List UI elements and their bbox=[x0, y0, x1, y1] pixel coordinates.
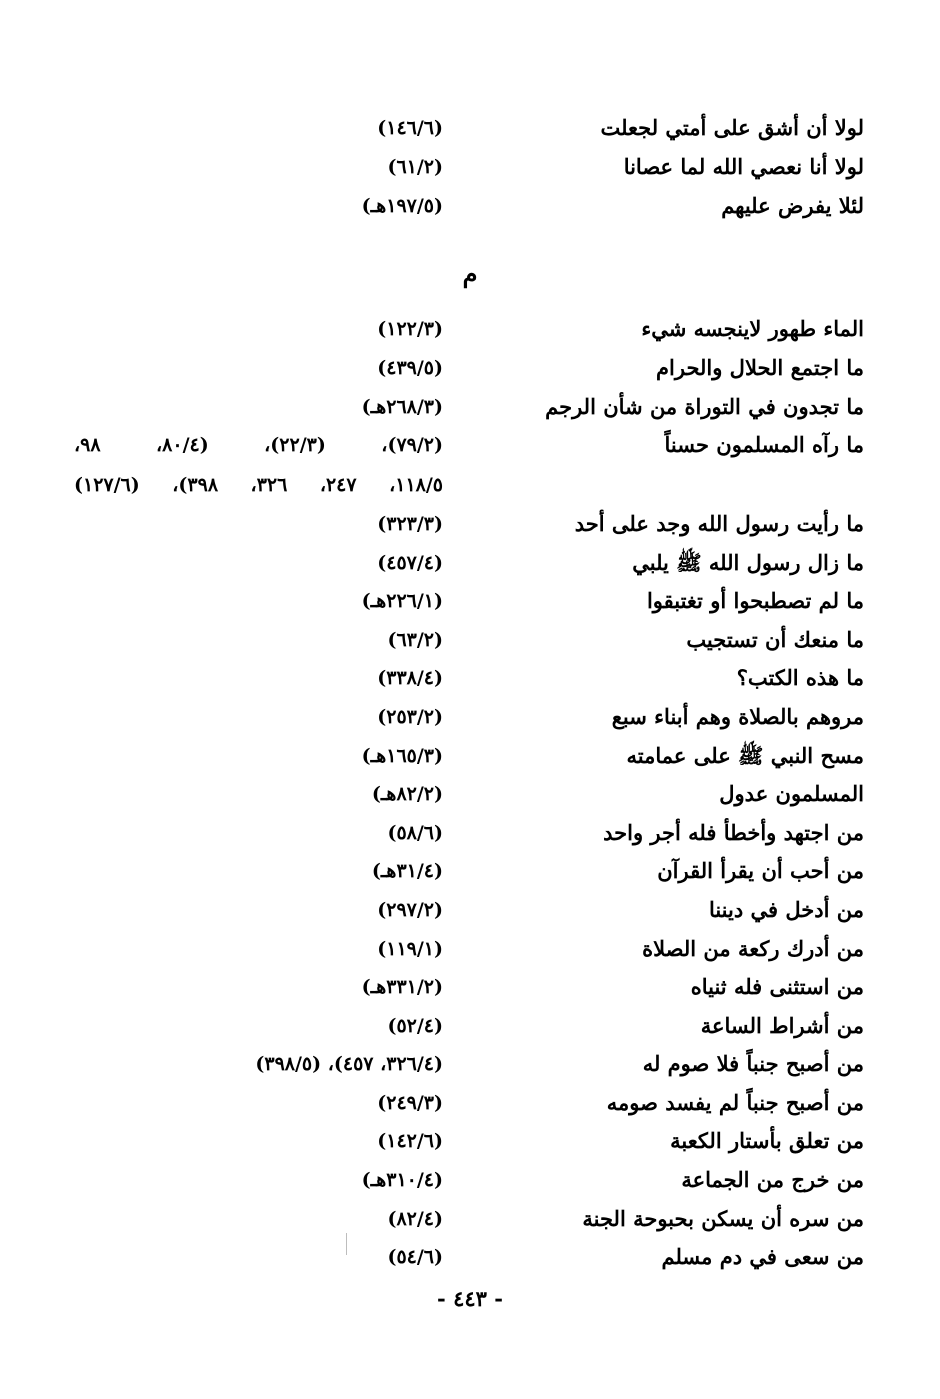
hadith-text: من أصبح جنباً لم يفسد صومه bbox=[606, 1090, 864, 1115]
list-item bbox=[0, 891, 940, 929]
hadith-reference: (١٤٦/٦) bbox=[377, 117, 443, 139]
list-item bbox=[0, 775, 940, 813]
hadith-reference: (١٤٢/٦) bbox=[377, 1130, 443, 1152]
hadith-reference: (٨٢/٢هـ) bbox=[371, 783, 443, 805]
hadith-text: المسلمون عدول bbox=[719, 781, 864, 806]
list-item bbox=[0, 388, 940, 426]
hadith-text: ما زال رسول الله ﷺ يلبي bbox=[632, 550, 864, 575]
hadith-reference: (٨٢/٤) bbox=[387, 1208, 443, 1230]
hadith-reference: (٥٤/٦) bbox=[387, 1246, 443, 1268]
hadith-text: من سعى في دم مسلم bbox=[661, 1244, 864, 1269]
list-item bbox=[0, 930, 940, 968]
hadith-reference: (٣٣٨/٤) bbox=[377, 667, 443, 689]
list-item bbox=[0, 1084, 940, 1122]
hadith-text: من أدرك ركعة من الصلاة bbox=[642, 936, 864, 961]
list-item bbox=[0, 187, 940, 225]
hadith-text: ما رآه المسلمون حسناً bbox=[664, 432, 864, 457]
list-item bbox=[0, 852, 940, 890]
hadith-text: من تعلق بأستار الكعبة bbox=[670, 1128, 864, 1153]
list-item bbox=[0, 1238, 940, 1276]
hadith-reference: (٢٢٦/١هـ) bbox=[361, 590, 443, 612]
list-item bbox=[0, 109, 940, 147]
list-item bbox=[0, 505, 940, 543]
page-number: - ٤٤٣ - bbox=[437, 1286, 503, 1311]
hadith-reference: (٣٢٣/٣) bbox=[377, 513, 443, 535]
list-item bbox=[0, 349, 940, 387]
list-item bbox=[0, 814, 940, 852]
hadith-text: لئلا يفرض عليهم bbox=[721, 193, 864, 218]
hadith-text: من اجتهد وأخطأ فله أجر واحد bbox=[603, 820, 864, 845]
hadith-reference: (١٢٢/٣) bbox=[377, 318, 443, 340]
hadith-reference: (٦٣/٢) bbox=[387, 629, 443, 651]
hadith-text: من أشراط الساعة bbox=[700, 1013, 864, 1038]
list-item bbox=[0, 544, 940, 582]
hadith-reference: (٤٥٧/٤) bbox=[377, 552, 443, 574]
list-item bbox=[0, 698, 940, 736]
scan-artifact bbox=[346, 1233, 347, 1255]
list-item bbox=[0, 426, 940, 464]
hadith-reference: (١٦٥/٣هـ) bbox=[361, 745, 443, 767]
reference-continuation bbox=[0, 466, 940, 504]
hadith-text: ما منعك أن تستجيب bbox=[686, 627, 864, 652]
list-item bbox=[0, 148, 940, 186]
hadith-text: من أدخل في ديننا bbox=[708, 897, 864, 922]
list-item bbox=[0, 621, 940, 659]
hadith-reference-continued: ١١٨/٥، ٢٤٧، ٣٢٦، ٣٩٨)، (١٢٧/٦) bbox=[74, 474, 444, 496]
hadith-reference: (٢٤٩/٣) bbox=[377, 1092, 443, 1114]
hadith-text: من أصبح جنباً فلا صوم له bbox=[642, 1051, 864, 1076]
hadith-reference: (٢٦٨/٣هـ) bbox=[361, 396, 443, 418]
hadith-reference: (٣١٠/٤هـ) bbox=[361, 1169, 443, 1191]
hadith-reference: (٢٥٣/٢) bbox=[377, 706, 443, 728]
hadith-text: مسح النبي ﷺ على عمامته bbox=[626, 743, 864, 768]
hadith-text: من أحب أن يقرأ القرآن bbox=[657, 858, 864, 883]
list-item bbox=[0, 737, 940, 775]
hadith-reference: (٥٢/٤) bbox=[387, 1015, 443, 1037]
hadith-reference: (٧٩/٢)، (٢٢/٣)، (٨٠/٤، ٩٨، bbox=[74, 434, 443, 456]
list-item bbox=[0, 659, 940, 697]
list-item bbox=[0, 1200, 940, 1238]
hadith-reference: (١١٩/١) bbox=[377, 938, 443, 960]
list-item bbox=[0, 1045, 940, 1083]
hadith-reference: (٣١/٤هـ) bbox=[371, 860, 443, 882]
list-item bbox=[0, 1007, 940, 1045]
list-item bbox=[0, 310, 940, 348]
hadith-text: ما لم تصطبحوا أو تغتبقوا bbox=[646, 588, 864, 613]
list-item bbox=[0, 582, 940, 620]
hadith-text: لولا أن أشق على أمتي لجعلت bbox=[600, 115, 864, 140]
hadith-text: لولا أنا نعصي الله لما عصانا bbox=[623, 154, 864, 179]
hadith-text: ما تجدون في التوراة من شأن الرجم bbox=[545, 394, 864, 419]
hadith-text: من خرج من الجماعة bbox=[681, 1167, 864, 1192]
hadith-text: من استثنى فله ثنياه bbox=[690, 974, 864, 999]
hadith-reference: (٣٣١/٢هـ) bbox=[361, 976, 443, 998]
list-item bbox=[0, 1122, 940, 1160]
list-item bbox=[0, 968, 940, 1006]
hadith-text: مروهم بالصلاة وهم أبناء سبع bbox=[611, 704, 864, 729]
hadith-text: ما هذه الكتب؟ bbox=[736, 665, 864, 690]
hadith-text: ما اجتمع الحلال والحرام bbox=[656, 355, 864, 380]
hadith-reference: (٦١/٢) bbox=[387, 156, 443, 178]
hadith-reference: (٥٨/٦) bbox=[387, 822, 443, 844]
hadith-reference: (٤٣٩/٥) bbox=[377, 357, 443, 379]
hadith-reference: (١٩٧/٥هـ) bbox=[361, 195, 443, 217]
hadith-text: الماء طهور لاينجسه شيء bbox=[641, 316, 864, 341]
hadith-reference: (٢٩٧/٢) bbox=[377, 899, 443, 921]
hadith-text: من سره أن يسكن بحبوحة الجنة bbox=[582, 1206, 864, 1231]
hadith-reference: (٣٢٦/٤، ٤٥٧)، (٣٩٨/٥) bbox=[255, 1053, 443, 1075]
hadith-text: ما رأيت رسول الله وجد على أحد bbox=[574, 511, 864, 536]
section-letter: م bbox=[462, 259, 478, 288]
list-item bbox=[0, 1161, 940, 1199]
